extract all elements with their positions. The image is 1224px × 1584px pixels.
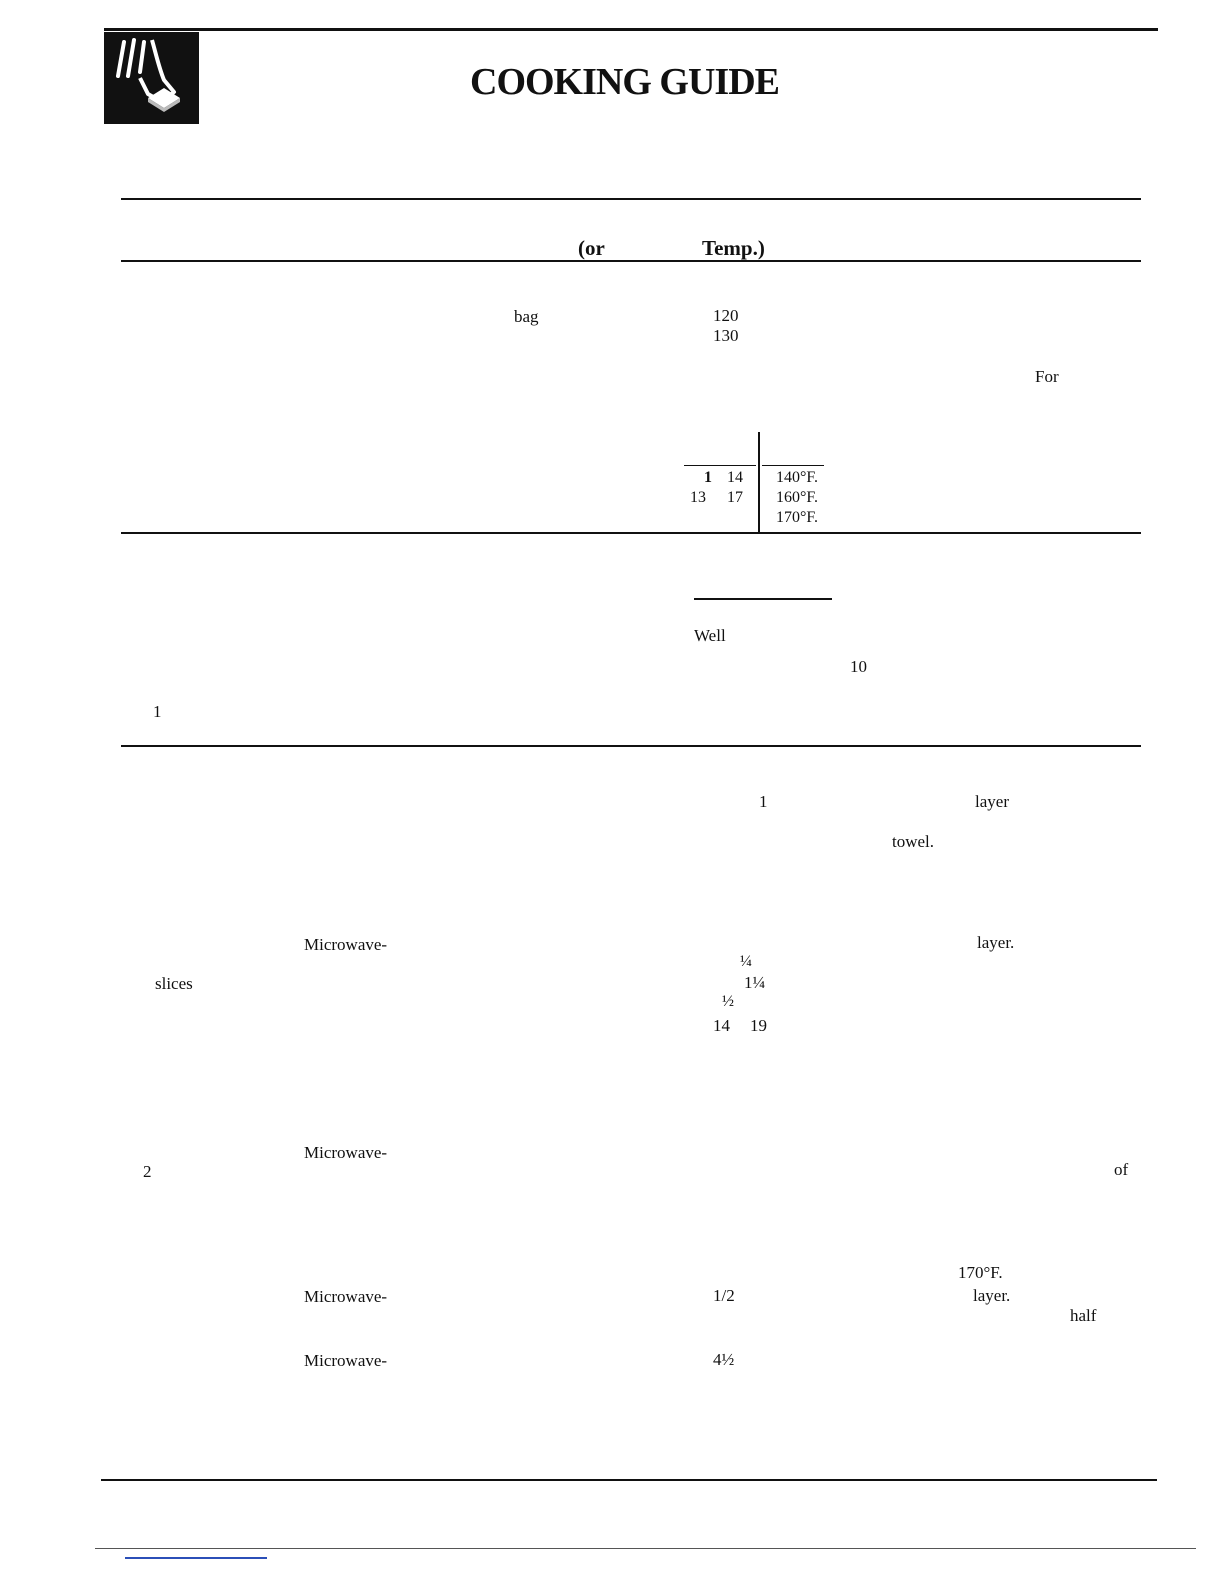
range-14: 14 — [713, 1016, 730, 1035]
text-of: of — [1114, 1160, 1129, 1179]
section-2-short-rule — [694, 598, 832, 600]
section-2-rule — [121, 745, 1141, 747]
page-title: COOKING GUIDE — [470, 61, 779, 103]
text-microwave-1: Microwave- — [304, 935, 388, 954]
temp-130: 130 — [713, 326, 739, 345]
fraction-one-quarter: 1¼ — [744, 973, 766, 992]
text-microwave-3: Microwave- — [304, 1287, 388, 1306]
footer-thin-rule — [95, 1548, 1196, 1549]
column-header-fragment-or: (or — [578, 236, 605, 260]
fraction-half: ½ — [722, 993, 734, 1010]
table-top-rule — [121, 198, 1141, 200]
column-header-fragment-temp: Temp.) — [702, 236, 765, 260]
top-rule — [104, 28, 1158, 31]
mini-table-row-2-temp: 160°F. — [776, 489, 819, 506]
fraction-four-half: 4½ — [713, 1350, 735, 1369]
num-10: 10 — [850, 657, 867, 676]
text-layer-1: layer — [975, 792, 1009, 811]
temp-170: 170°F. — [958, 1263, 1003, 1282]
footer-blue-link-rule — [125, 1557, 267, 1559]
text-slices: slices — [155, 974, 193, 993]
mini-table-divider — [758, 432, 760, 534]
mini-table-rule-right — [762, 465, 824, 466]
mini-table-row-2-a: 13 — [690, 489, 706, 506]
mini-table-row-1-a: 1 — [704, 469, 712, 486]
fraction-quarter: ¼ — [740, 953, 752, 970]
text-half: half — [1070, 1306, 1097, 1325]
mini-table-row-2-b: 17 — [727, 489, 743, 506]
num-1-section-2: 1 — [153, 702, 162, 721]
text-bag: bag — [514, 307, 539, 326]
section-1-rule — [121, 532, 1141, 534]
num-1-section-3: 1 — [759, 792, 768, 811]
num-2: 2 — [143, 1162, 152, 1181]
mini-table-row-1-temp: 140°F. — [776, 469, 819, 486]
mini-table-row-3-temp: 170°F. — [776, 509, 819, 526]
text-microwave-4: Microwave- — [304, 1351, 388, 1370]
range-19: 19 — [750, 1016, 767, 1035]
table-header-rule — [121, 260, 1141, 262]
temp-120: 120 — [713, 306, 739, 325]
text-for: For — [1035, 367, 1059, 386]
text-microwave-2: Microwave- — [304, 1143, 388, 1162]
text-layer-3: layer. — [973, 1286, 1011, 1305]
text-well: Well — [694, 626, 726, 645]
bottom-rule — [101, 1479, 1157, 1481]
mini-table-rule-left — [684, 465, 756, 466]
fraction-one-half: 1/2 — [713, 1286, 735, 1305]
text-layer-2: layer. — [977, 933, 1015, 952]
text-towel: towel. — [892, 832, 935, 851]
hand-pressing-button-icon — [104, 32, 199, 124]
mini-table-row-1-b: 14 — [727, 469, 743, 486]
